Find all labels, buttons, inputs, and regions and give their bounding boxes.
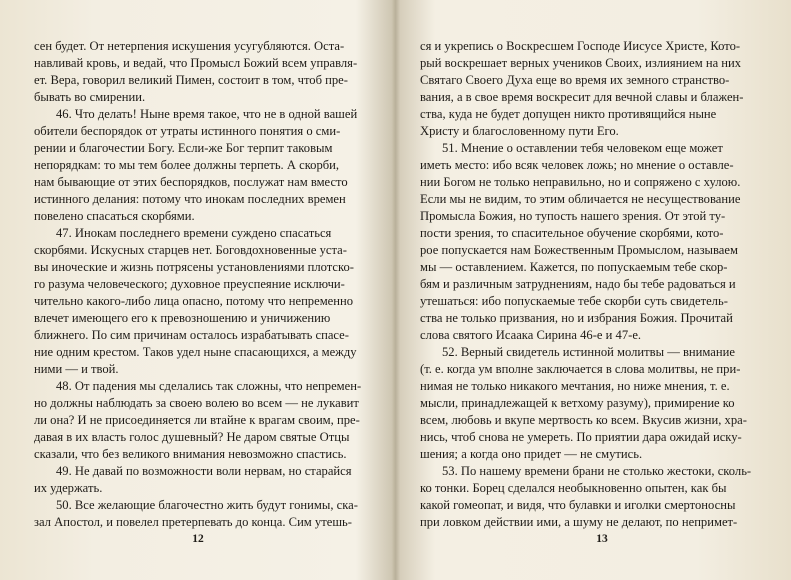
text-line: ние одним крестом. Таков удел ныне спасающихся, а между [34, 345, 357, 359]
text-line: мысли, принадлежащей к ветхому разуму), примирение ко [420, 396, 735, 410]
text-line: бывать во смирении. [34, 90, 146, 104]
text-line: ближнего. По сим причинам осталось израбатывать спасе- [34, 328, 349, 342]
text-line: рый воскрешает верных учеников Своих, излиянием на них [420, 56, 742, 70]
text-line: их удержать. [34, 481, 103, 495]
text-line: какой гомеопат, и видя, что булавки и иголки смертоносны [420, 498, 736, 512]
text-line: 46. Что делать! Ныне время такое, что не в одной вашей [56, 107, 358, 121]
text-line: Святаго Своего Духа еще во время их земного странство- [420, 73, 730, 87]
text-line: 48. От падения мы сделались так сложны, что непремен- [56, 379, 362, 393]
text-line: Христу и благословенному пути Его. [420, 124, 619, 138]
text-line: Промысла Божия, но тупость нашего зрения. От этой ту- [420, 209, 726, 223]
text-line: сен будет. От нетерпения искушения усугубляются. Оста- [34, 39, 345, 53]
text-line: 52. Верный свидетель истинной молитвы — внимание [442, 345, 735, 359]
text-line: нам бывающие от этих беспорядков, послужат нам вместо [34, 175, 348, 189]
text-line: Если мы не видим, то этим обличается не несуществование [420, 192, 741, 206]
text-line: обители беспорядок от утраты истинного понятия о сми- [34, 124, 341, 138]
text-line: ся и укрепись о Воскресшем Господе Иисусе Христе, Кото- [420, 39, 741, 53]
text-line: иметь место: ибо всяк человек ложь; но мнение о оставле- [420, 158, 734, 172]
text-line: 51. Мнение о оставлении тебя человеком еще может [442, 141, 723, 155]
text-line: сказали, что без великого внимания невозможно спастись. [34, 447, 347, 461]
text-line: давая в их власть голос душевный? Не даром святые Отцы [34, 430, 350, 444]
text-line: влечет имеющего его к превозношению и уничижению [34, 311, 331, 325]
text-line: мы — оставлением. Кажется, по попускаемым тебе скор- [420, 260, 728, 274]
right-page [396, 0, 791, 580]
left-page [0, 0, 395, 580]
text-line: но должны наблюдать за своею волею во всем — не лукавит [34, 396, 359, 410]
text-line: рое попускается нам Божественным Промыслом, называем [420, 243, 738, 257]
text-line: пости зрения, то спасительное обучение скорбями, кото- [420, 226, 724, 240]
text-line: 49. Не давай по возможности воли нервам, но старайся [56, 464, 352, 478]
text-line: зал Апостол, и повелел претерпевать до конца. Сим утешь- [34, 515, 352, 529]
page-number: 12 [192, 533, 204, 545]
text-line: нии Богом не только неправильно, но и сопряжено с хулою. [420, 175, 741, 189]
page-number: 13 [596, 533, 608, 545]
text-line: ко тонки. Борец сделался необыкновенно опытен, как бы [420, 481, 727, 495]
text-line: ства не только призвания, но и избрания Божия. Прочитай [420, 311, 733, 325]
text-line: нись, чтоб снова не умереть. По приятии дара ожидай иску- [420, 430, 742, 444]
text-line: навливай кровь, и ведай, что Промысл Божий всем управля- [34, 56, 358, 70]
text-line: 53. По нашему времени брани не столько жестоки, сколь- [442, 464, 752, 478]
text-line: 47. Инокам последнего времени суждено спасаться [56, 226, 332, 240]
text-line: ет. Вера, говорил великий Пимен, состоит в том, чтоб пре- [34, 73, 348, 87]
text-line: непорядкам: то мы тем более должны терпеть. А скорби, [34, 158, 340, 172]
text-line: при ловком действии ими, а шуму не делают, по непримет- [420, 515, 738, 529]
text-line: скорбями. Искусных старцев нет. Боговдохновенные уста- [34, 243, 347, 257]
text-line: 50. Все желающие благочестно жить будут гонимы, ска- [56, 498, 358, 512]
text-line: бям и различным затруднениям, надо бы тебе радоваться и [420, 277, 736, 291]
text-line: (т. е. когда ум вполне заключается в слова молитвы, не при- [420, 362, 741, 376]
text-line: вы иноческие и жизнь потрясены установлениями плотско- [34, 260, 354, 274]
text-line: всем, любовь и вкупе мертвость ко всем. Вкусив жизни, хра- [420, 413, 747, 427]
text-line: ли она? И не присоединяется ли втайне к врагам своим, пре- [34, 413, 360, 427]
text-line: утешаться: ибо попускаемые тебе скорби суть свидетель- [420, 294, 728, 308]
text-line: рении и благочестии Богу. Если-же Бог терпит таковым [34, 141, 333, 155]
text-line: повелено спасаться скорбями. [34, 209, 195, 223]
text-line: ними — и твой. [34, 362, 119, 376]
text-line: истинного делания: потому что инокам последних времен [34, 192, 346, 206]
text-line: нимая не только никакого мечтания, но ниже мнения, т. е. [420, 379, 730, 393]
text-line: вания, а в свое время воскресит для вечной славы и блажен- [420, 90, 744, 104]
text-line: го разума человеческого; духовное преуспеяние исключи- [34, 277, 345, 291]
text-line: ства, куда не будет допущен никто противящийся ныне [420, 107, 717, 121]
text-line: слова святого Исаака Сирина 46-е и 47-е. [420, 328, 642, 342]
text-line: чительно какого-либо лица опасно, потому что непременно [34, 294, 354, 308]
text-line: шения; а когда оно придет — не смутись. [420, 447, 643, 461]
